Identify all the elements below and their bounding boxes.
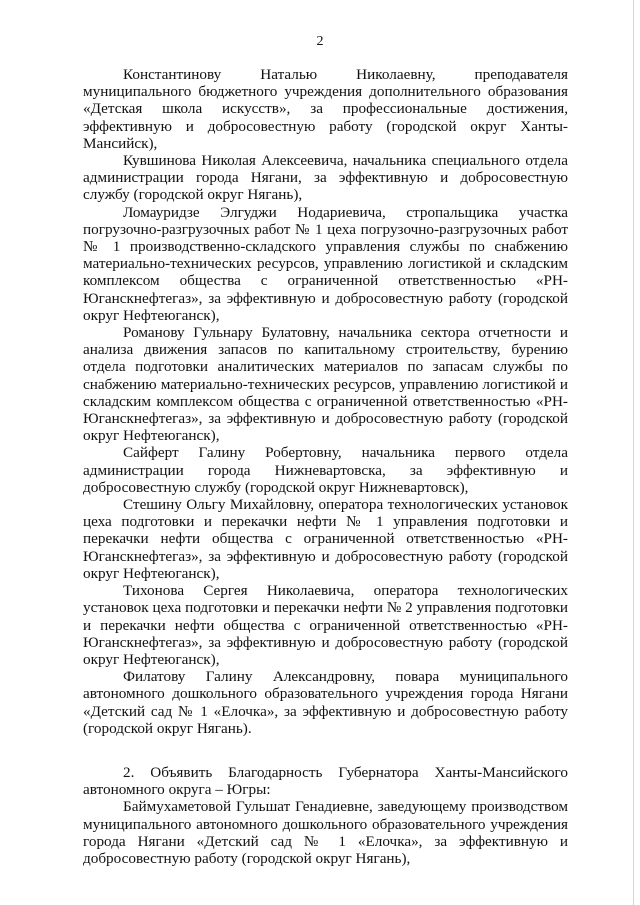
section-spacer	[83, 737, 568, 764]
award-paragraph-tikhonov: Тихонова Сергея Николаевича, оператора технологических установок цеха подготовки и перекачки нефти № 2 управления подготовки и перекачки нефти общества с ограниченной ответственностью «РН-Юганскнефтегаз», за эффективную и добросовестную работу (городской округ Нефтеюганск),	[83, 582, 568, 668]
award-paragraph-filatova: Филатову Галину Александровну, повара муниципального автономного дошкольного образовательного учреждения города Нягани «Детский сад № 1 «Елочка», за эффективную и добросовестную работу (городской округ Нягань).	[83, 668, 568, 737]
award-paragraph-saifert: Сайферт Галину Робертовну, начальника первого отдела администрации города Нижневартовска, за эффективную и добросовестную службу (городской округ Нижневартовск),	[83, 444, 568, 496]
award-paragraph-lomauridze: Ломауридзе Элгуджи Нодариевича, стропальщика участка погрузочно-разгрузочных работ № 1 цеха погрузочно-разгрузочных работ № 1 производственно-складского управления службы по снабжению материально-технических ресурсов, управлению логистикой и складским комплексом общества с ограниченной ответственностью «РН-Юганскнефтегаз», за эффективную и добросовестную работу (городской округ Нефтеюганск),	[83, 203, 568, 324]
document-body	[83, 66, 568, 867]
section-2-heading: 2. Объявить Благодарность Губернатора Ханты-Мансийского автономного округа – Югры:	[83, 763, 568, 799]
award-paragraph-konstantinova: Константинову Наталью Николаевну, преподавателя муниципального бюджетного учреждения дополнительного образования «Детская школа искусств», за профессиональные достижения, эффективную и добросовестную работу (городской округ Ханты-Мансийск),	[83, 66, 568, 152]
award-paragraph-steshina: Стешину Ольгу Михайловну, оператора технологических установок цеха подготовки и перекачки нефти № 1 управления подготовки и перекачки нефти общества с ограниченной ответственностью «РН-Юганскнефтегаз», за эффективную и добросовестную работу (городской округ Нефтеюганск),	[83, 496, 568, 582]
gratitude-paragraph-baimukhametova: Баймухаметовой Гульшат Генадиевне, заведующему производством муниципального автономного дошкольного образовательного учреждения города Нягани «Детский сад № 1 «Елочка», за эффективную и добросовестную работу (городской округ Нягань),	[83, 798, 568, 867]
page-number: 2	[316, 34, 324, 49]
award-paragraph-romanova: Романову Гульнару Булатовну, начальника сектора отчетности и анализа движения запасов по капитальному строительству, бурению отдела подготовки аналитических материалов по запасам службы по снабжению материально-технических ресурсов, управлению логистикой и складским комплексом общества с ограниченной ответственностью «РН-Юганскнефтегаз», за эффективную и добросовестную работу (городской округ Нефтеюганск),	[83, 324, 568, 445]
scan-edge-line	[633, 0, 634, 905]
award-paragraph-kuvshinov: Кувшинова Николая Алексеевича, начальника специального отдела администрации города Нягани, за эффективную и добросовестную службу (городской округ Нягань),	[83, 152, 568, 204]
